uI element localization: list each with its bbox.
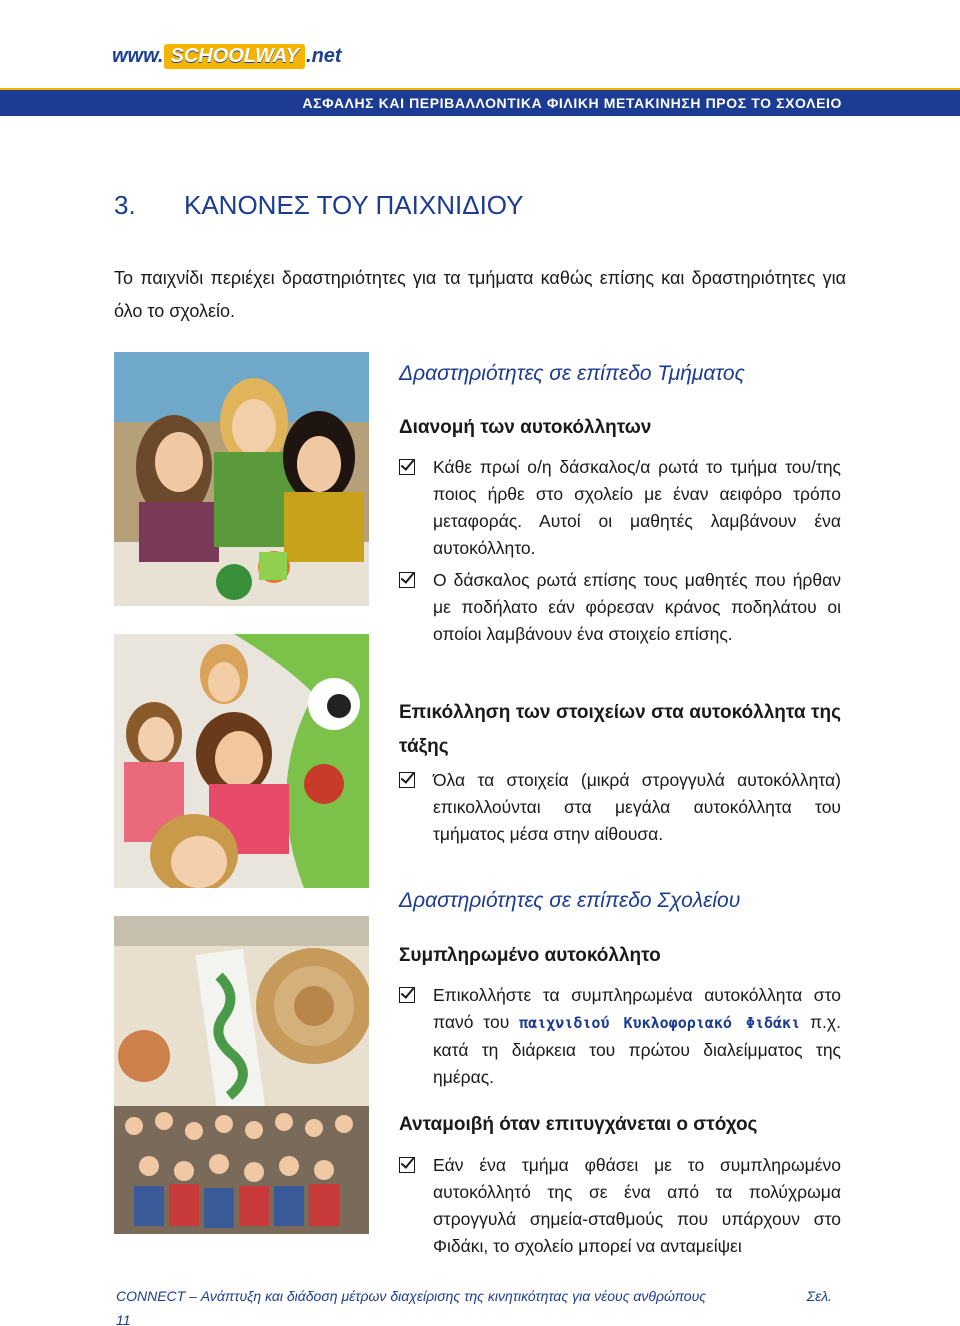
intro-paragraph: Το παιχνίδι περιέχει δραστηριότητες για τα τμήματα καθώς επίσης και δραστηριότητες για όλο το σχολείο. bbox=[114, 268, 846, 321]
page-footer bbox=[116, 1288, 836, 1326]
checkbox-icon bbox=[399, 772, 415, 788]
school-item1-text-a: Επικολλήστε τα συμπληρωμένα αυτοκόλλητα στο πανό του bbox=[433, 985, 841, 1032]
checkbox-icon bbox=[399, 459, 415, 475]
photo-children-stickers bbox=[114, 352, 369, 606]
section-number: 3. bbox=[114, 190, 136, 220]
logo-brand: SCHOOLWAY bbox=[164, 44, 305, 69]
checkbox-icon bbox=[399, 572, 415, 588]
page-title bbox=[114, 190, 524, 221]
school-sub1: Συμπληρωμένο αυτοκόλλητο bbox=[399, 945, 661, 966]
class-item2-text: Ο δάσκαλος ρωτά επίσης τους μαθητές που ήρθαν με ποδήλατο εάν φόρεσαν κράνος ποδηλάτου οι οποίοι λαμβάνουν ένα στοιχείο επίσης. bbox=[433, 570, 841, 644]
school-sub2: Ανταμοιβή όταν επιτυγχάνεται ο στόχος bbox=[399, 1114, 758, 1135]
logo-www: www. bbox=[112, 44, 164, 67]
checkbox-icon bbox=[399, 987, 415, 1003]
page-label: Σελ. bbox=[806, 1288, 832, 1304]
list-item bbox=[399, 767, 841, 848]
class-level-title: Δραστηριότητες σε επίπεδο Τμήματος bbox=[399, 362, 745, 385]
photo-children-wall bbox=[114, 634, 369, 888]
header-banner bbox=[0, 88, 960, 116]
school-item1-text-b: π.χ. κατά τη διάρκεια του πρώτου διαλείμματος της ημέρας. bbox=[433, 1012, 841, 1087]
list-item bbox=[399, 567, 841, 648]
game-name: παιχνιδιού Κυκλοφοριακό Φιδάκι bbox=[519, 1014, 801, 1032]
class-item1-text: Κάθε πρωί ο/η δάσκαλος/α ρωτά το τμήμα του/της ποιος ήρθε στο σχολείο με έναν αειφόρο τρόπο μεταφοράς. Αυτοί οι μαθητές λαμβάνουν ένα αυτοκόλλητο. bbox=[433, 457, 841, 558]
photo-school-hall bbox=[114, 916, 369, 1234]
list-item bbox=[399, 454, 841, 562]
list-item bbox=[399, 982, 841, 1091]
school-level-heading bbox=[399, 889, 841, 913]
banner-text: ΑΣΦΑΛΗΣ ΚΑΙ ΠΕΡΙΒΑΛΛΟΝΤΙΚΑ ΦΙΛΙΚΗ ΜΕΤΑΚΙΝΗΣΗ ΠΡΟΣ ΤΟ ΣΧΟΛΕΙΟ bbox=[302, 95, 842, 111]
school-level-title: Δραστηριότητες σε επίπεδο Σχολείου bbox=[399, 889, 741, 912]
footer-text: CONNECT – Ανάπτυξη και διάδοση μέτρων διαχείρισης της κινητικότητας για νέους ανθρώπους bbox=[116, 1288, 707, 1304]
class-sub1: Διανομή των αυτοκόλλητων bbox=[399, 417, 652, 438]
schoolway-logo bbox=[112, 40, 342, 72]
section-title: ΚΑΝΟΝΕΣ ΤΟΥ ΠΑΙΧΝΙΔΙΟΥ bbox=[184, 190, 524, 220]
class-sub2: Επικόλληση των στοιχείων στα αυτοκόλλητα της τάξης bbox=[399, 702, 841, 757]
checkbox-icon bbox=[399, 1157, 415, 1173]
list-item bbox=[399, 1152, 841, 1260]
logo-net: .net bbox=[306, 44, 342, 67]
class-level-heading bbox=[399, 362, 841, 386]
school-item2-text: Εάν ένα τμήμα φθάσει με το συμπληρωμένο αυτοκόλλητό της σε ένα από τα πολύχρωμα στρογγυλά σημεία-σταθμούς που υπάρχουν στο Φιδάκι, το σχολείο μπορεί να ανταμείψει bbox=[433, 1155, 841, 1256]
class-item3-text: Όλα τα στοιχεία (μικρά στρογγυλά αυτοκόλλητα) επικολλούνται στα μεγάλα αυτοκόλλητα του τμήματος μέσα στην αίθουσα. bbox=[433, 770, 841, 844]
page-number: 11 bbox=[116, 1312, 131, 1326]
